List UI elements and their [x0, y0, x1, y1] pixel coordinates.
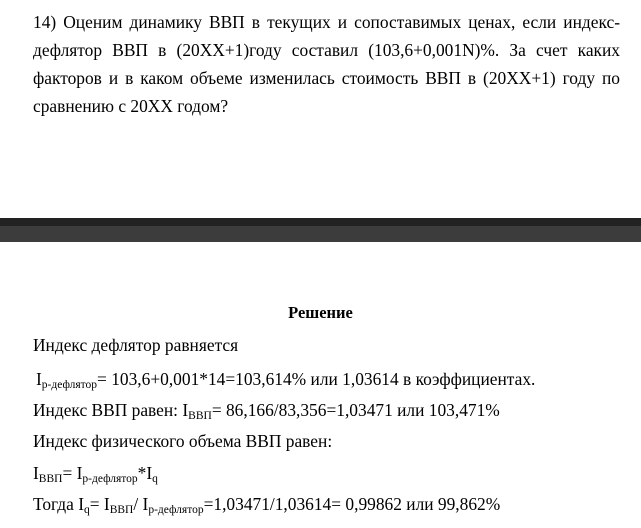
gdp-formula: = 86,166/83,356=1,03471 или 103,471% [211, 400, 500, 420]
final-subscript-2: ВВП [109, 504, 134, 516]
relation-symbol-1: I [33, 463, 39, 483]
gdp-subscript: ВВП [188, 410, 212, 422]
gdp-symbol: I [182, 400, 189, 420]
problem-line-4: сравнению с 20ХХ годом? [33, 96, 229, 116]
final-line [33, 494, 500, 516]
deflator-symbol: I [36, 369, 42, 389]
solution-heading: Решение [288, 303, 353, 322]
divider-shade [0, 218, 641, 226]
deflator-subscript: р-дефлятор [41, 379, 98, 391]
final-subscript-3: р-дефлятор [148, 504, 204, 516]
relation-star: *I [137, 463, 153, 483]
gdp-index-line [33, 400, 500, 422]
relation-line [33, 463, 158, 485]
final-prefix: Тогда I [33, 494, 84, 514]
problem-line-2: дефлятор ВВП в (20ХХ+1)году составил (103,6+0,001N)%. За счет каких [33, 40, 620, 60]
gdp-prefix: Индекс ВВП равен: [33, 400, 183, 420]
deflator-formula-line [36, 369, 535, 391]
problem-statement [33, 8, 620, 120]
deflator-formula: = 103,6+0,001*14=103,614% или 1,03614 в коэффициентах. [97, 369, 536, 389]
relation-subscript-2: р-дефлятор [82, 473, 138, 485]
physical-intro: Индекс физического объема ВВП равен: [33, 431, 333, 451]
deflator-intro: Индекс дефлятор равняется [33, 335, 239, 355]
problem-line-1: 14) Оценим динамику ВВП в текущих и сопоставимых ценах, если индекс- [33, 12, 620, 32]
section-divider [0, 218, 641, 242]
final-slash: / I [133, 494, 149, 514]
problem-line-3: факторов и в каком объеме изменилась стоимость ВВП в (20ХХ+1) году по [33, 68, 620, 88]
relation-mid: = I [62, 463, 83, 483]
relation-subscript-3: q [152, 473, 158, 485]
final-subscript-1: q [83, 504, 90, 516]
relation-subscript-1: ВВП [38, 473, 63, 485]
final-eq: = I [89, 494, 110, 514]
final-formula: =1,03471/1,03614= 0,99862 или 99,862% [203, 494, 501, 514]
